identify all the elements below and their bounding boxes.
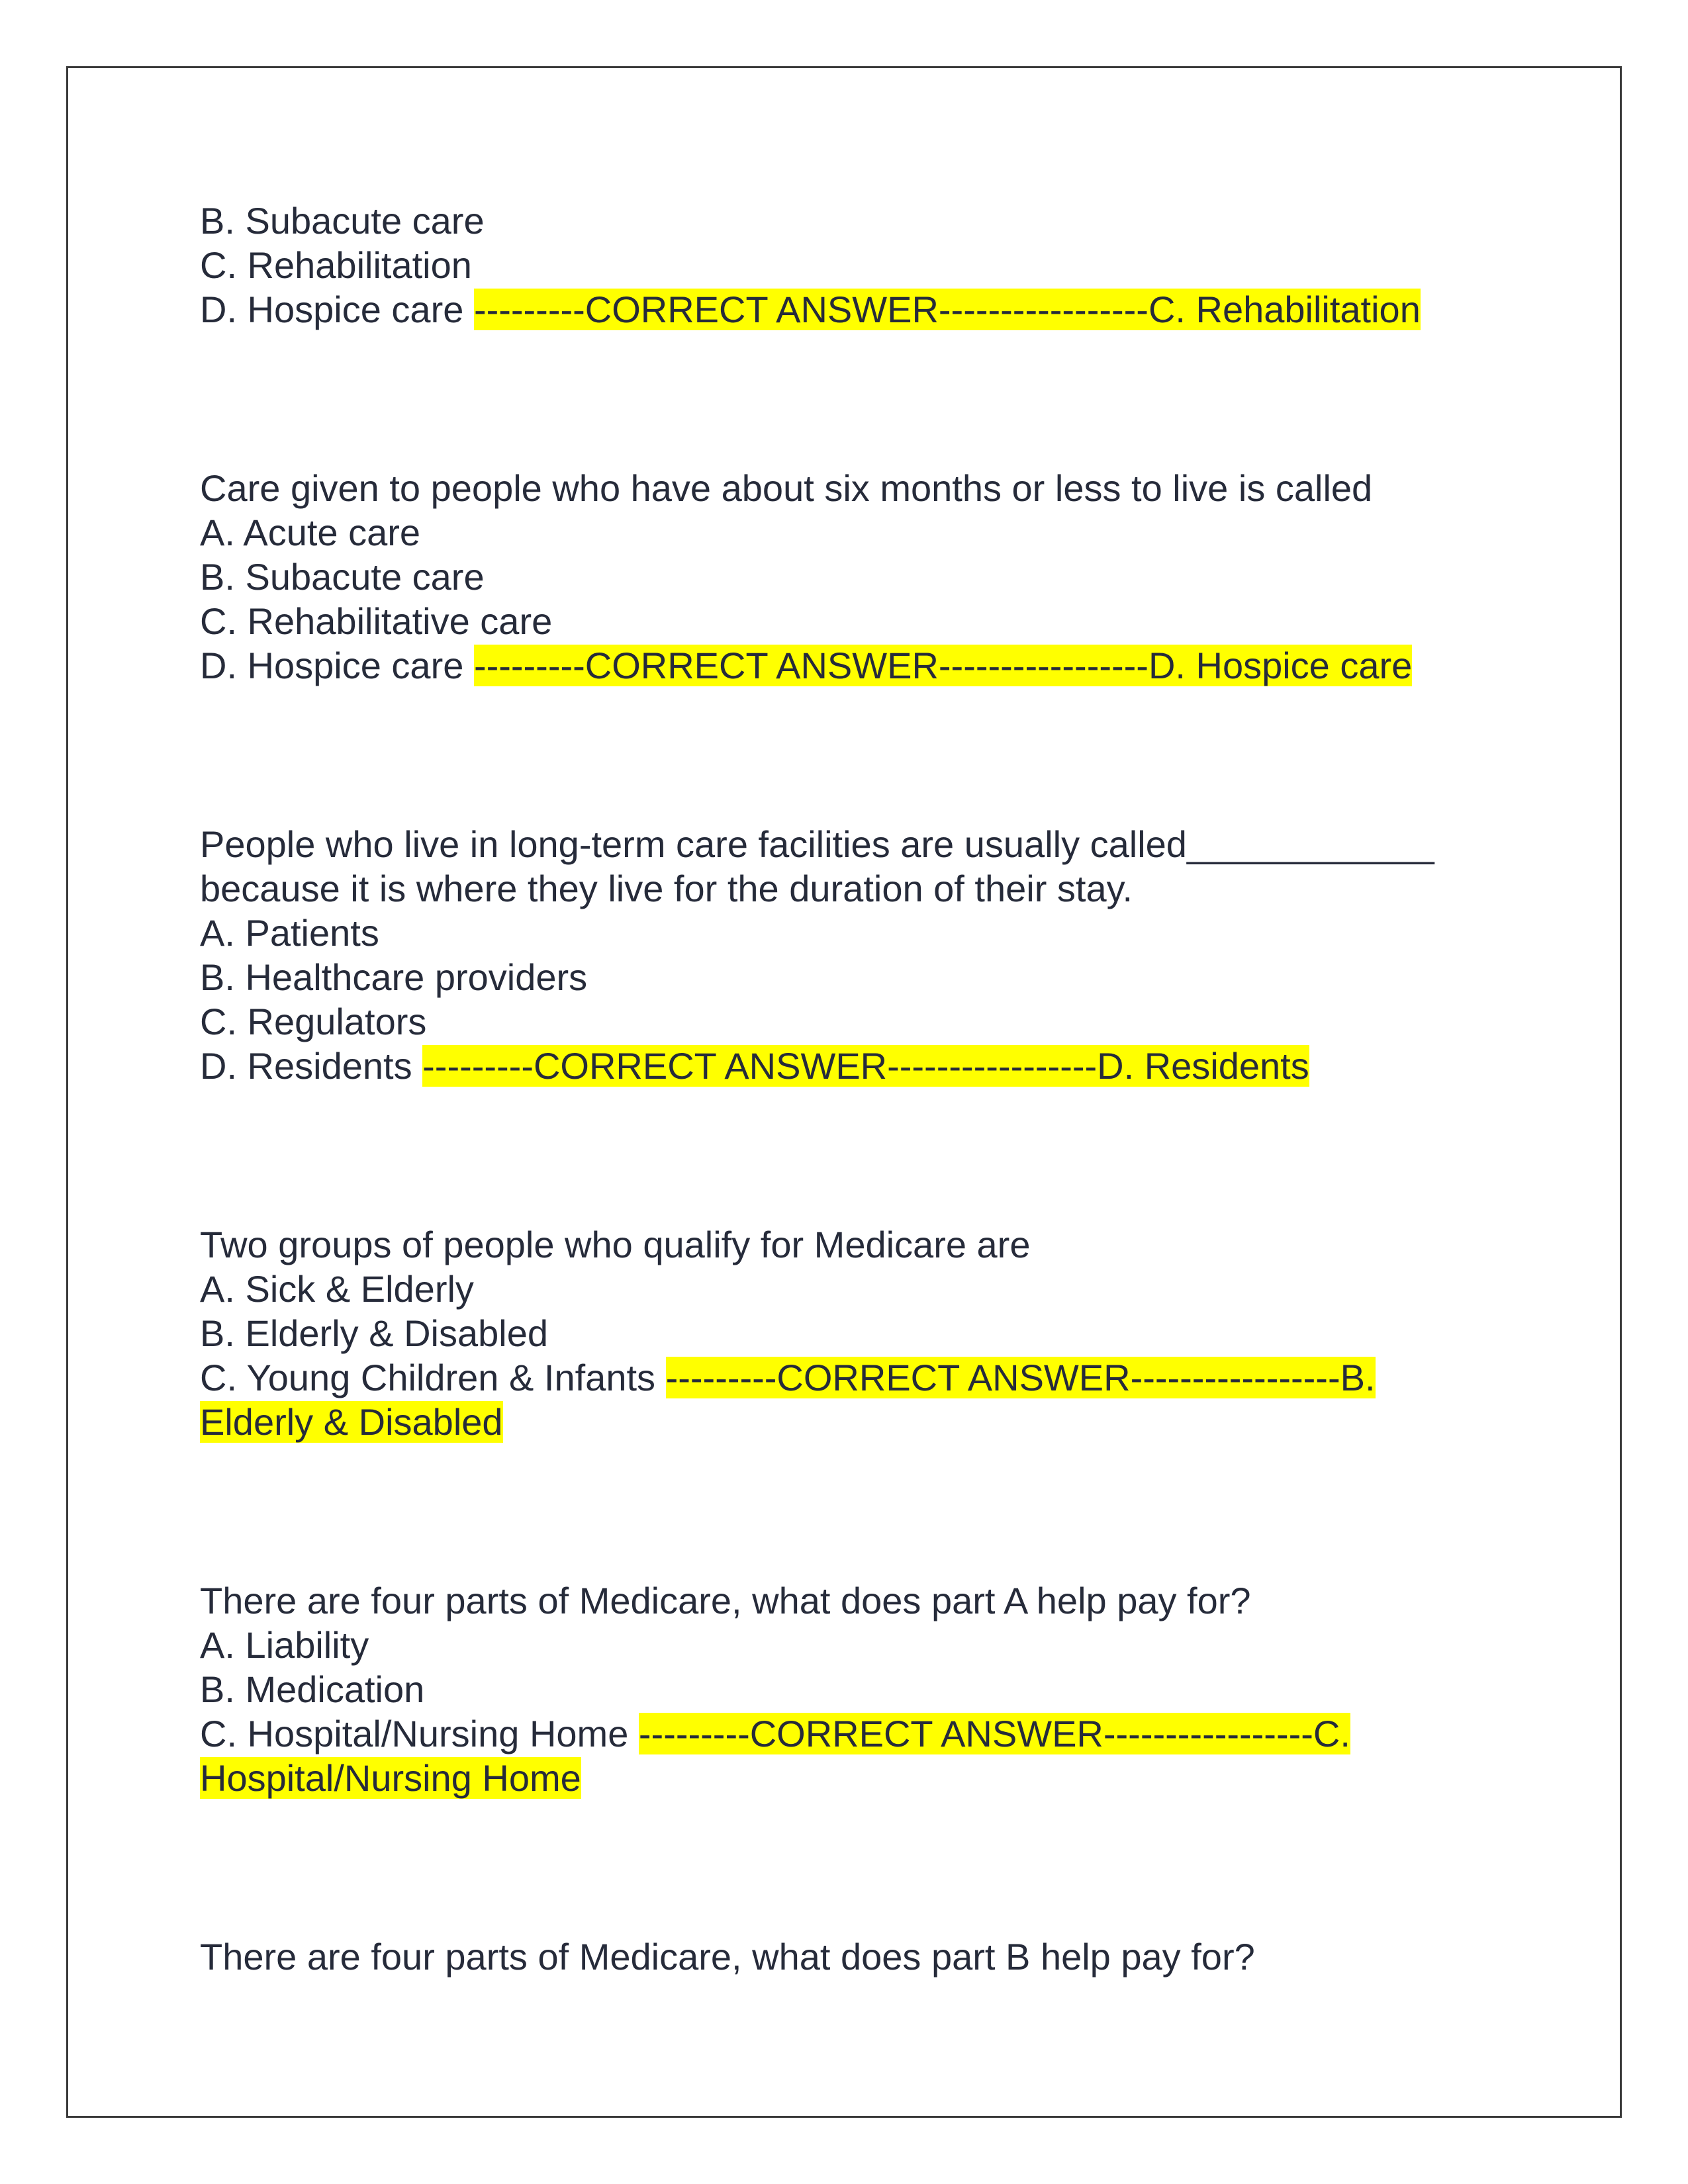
option-text: C. Young Children & Infants bbox=[200, 1357, 656, 1398]
question-block bbox=[200, 1934, 1524, 1979]
answer-marker: ---------CORRECT ANSWER----------------- bbox=[665, 1357, 1340, 1398]
option: A. Sick & Elderly bbox=[200, 1268, 474, 1310]
option-with-answer bbox=[200, 643, 1524, 688]
option-with-answer bbox=[200, 1711, 1524, 1756]
question-text: Care given to people who have about six months or less to live is called bbox=[200, 467, 1373, 509]
answer-continued bbox=[200, 1756, 1524, 1800]
option: A. Acute care bbox=[200, 512, 421, 553]
correct-answer-part: B. bbox=[1340, 1357, 1376, 1398]
answer-continued bbox=[200, 1400, 1524, 1444]
correct-answer: C. Rehabilitation bbox=[1148, 289, 1421, 330]
correct-answer: D. Residents bbox=[1097, 1045, 1309, 1087]
correct-answer-part: Hospital/Nursing Home bbox=[200, 1757, 581, 1799]
option: C. Rehabilitation bbox=[200, 244, 472, 286]
question-text: There are four parts of Medicare, what does part B help pay for? bbox=[200, 1936, 1255, 1978]
answer-highlight bbox=[474, 645, 1412, 686]
option-with-answer bbox=[200, 1355, 1524, 1400]
option-with-answer bbox=[200, 287, 1524, 332]
option-text: D. Hospice care bbox=[200, 645, 464, 686]
answer-highlight bbox=[666, 1357, 1376, 1398]
question-text: Two groups of people who qualify for Medicare are bbox=[200, 1224, 1031, 1265]
answer-marker: ---------CORRECT ANSWER----------------- bbox=[638, 1713, 1313, 1754]
answer-marker: ---------CORRECT ANSWER----------------- bbox=[473, 289, 1149, 330]
option: B. Healthcare providers bbox=[200, 956, 588, 998]
option: B. Subacute care bbox=[200, 556, 485, 598]
answer-highlight bbox=[422, 1045, 1309, 1087]
answer-highlight bbox=[474, 289, 1421, 330]
option: B. Subacute care bbox=[200, 200, 485, 242]
answer-highlight bbox=[639, 1713, 1350, 1754]
correct-answer-part: Elderly & Disabled bbox=[200, 1401, 503, 1443]
correct-answer-part: C. bbox=[1313, 1713, 1350, 1754]
document-body bbox=[200, 199, 1524, 1979]
option: C. Regulators bbox=[200, 1001, 427, 1042]
option-with-answer bbox=[200, 1044, 1524, 1088]
option: A. Liability bbox=[200, 1624, 369, 1666]
correct-answer: D. Hospice care bbox=[1148, 645, 1413, 686]
option: A. Patients bbox=[200, 912, 379, 954]
option: B. Medication bbox=[200, 1668, 425, 1710]
question-block bbox=[200, 199, 1524, 332]
answer-marker: ---------CORRECT ANSWER----------------- bbox=[473, 645, 1149, 686]
question-text: People who live in long-term care facilities are usually called____________ bbox=[200, 823, 1434, 865]
question-block bbox=[200, 1578, 1524, 1800]
question-block bbox=[200, 1222, 1524, 1444]
question-text-continued: because it is where they live for the duration of their stay. bbox=[200, 868, 1133, 909]
question-text: There are four parts of Medicare, what does part A help pay for? bbox=[200, 1580, 1251, 1621]
option-text: C. Hospital/Nursing Home bbox=[200, 1713, 629, 1754]
option-text: D. Hospice care bbox=[200, 289, 464, 330]
question-block bbox=[200, 822, 1524, 1088]
option-text: D. Residents bbox=[200, 1045, 412, 1087]
option: C. Rehabilitative care bbox=[200, 600, 553, 642]
option: B. Elderly & Disabled bbox=[200, 1312, 549, 1354]
answer-marker: ---------CORRECT ANSWER----------------- bbox=[422, 1045, 1098, 1087]
question-block bbox=[200, 466, 1524, 688]
